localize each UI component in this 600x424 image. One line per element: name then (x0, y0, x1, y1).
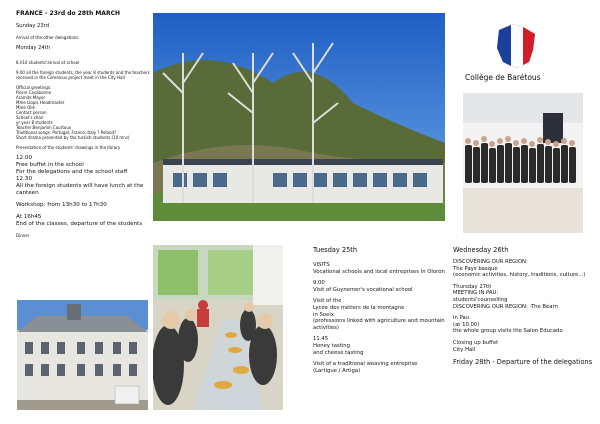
lunch-line: For the delegations and the school staff (16, 169, 128, 175)
thursday-line: students'counselling (453, 296, 508, 303)
france-map-flag-icon (495, 22, 537, 70)
weaving-line: (Lartigue / Artiga) (313, 367, 361, 374)
greetings-line: Pierre Casabonne (16, 90, 52, 95)
greetings-line: Aramits Mayor (16, 95, 46, 100)
pau-line: (at 10.00) (453, 321, 480, 328)
discovering-line: DISCOVERING OUR REGION: (453, 259, 528, 265)
thursday-line: MEETING IN PAU: (453, 290, 499, 297)
workshop-text: Workshop: from 13h30 to 17h30 (16, 202, 107, 208)
weaving-line: Visit of a traditional weaving entreprise (313, 361, 418, 368)
greetings-line: Contact person (16, 110, 47, 115)
pau-line: the whole group visits the Salon Educado (453, 328, 563, 335)
guynemer-line: 9.00 (313, 280, 325, 287)
discovering-line: (economic activities, history, traditions, culture...) (453, 272, 586, 279)
wednesday-friday-programme (453, 246, 593, 366)
school-building-photo (153, 13, 445, 221)
honey-line: Honey tasting (313, 342, 351, 349)
greetings-line: Traditional songs: Portugal, France, Italy ? Poland? (16, 130, 117, 135)
tuesday-programme (313, 246, 453, 374)
lycee-line: Lycée des métiers de la montagne (313, 304, 405, 311)
guynemer-line: Visit of Guynemer's vocational school (313, 286, 413, 293)
group-photo (463, 93, 583, 233)
sunday-heading: Sunday 23rd (16, 23, 49, 29)
honey-line: 11.45 (313, 336, 329, 343)
visits-line: VISITS (313, 262, 330, 268)
greetings-line: Mme Llopis Headmaster (16, 100, 65, 105)
friday-heading: Friday 28th - Departure of the delegations (453, 358, 593, 367)
students-lunch-photo (153, 245, 283, 410)
pau-line: In Pau (453, 315, 470, 322)
greetings-line: School's choir (16, 115, 44, 120)
dinner-text: Dinner (16, 233, 30, 238)
arrival-text: Arrival of the other delegations (16, 35, 79, 40)
presentation-text: Presentation of the students' drawings in the library (16, 145, 121, 150)
school-name: Collège de Barétous (465, 73, 541, 82)
cityhall-meet-text: 9.00 all the foreign students, the year 8 students and the teachers received in the Comenius project meet in the City Hall (16, 70, 150, 80)
greetings-line: Official greetings: (16, 85, 52, 90)
visits-line: Vocational schools and local entreprises in Oloron (313, 268, 445, 275)
lunch-line: All the foreign students will have lunch at the canteen (16, 183, 144, 196)
thursday-line: Thursday 27th (453, 283, 492, 290)
greetings-line: yr year 8 students (16, 120, 53, 125)
end-line: End of the classes, departure of the students (16, 221, 143, 227)
honey-line: and cheese tasting (313, 349, 364, 356)
tuesday-heading: Tuesday 25th (313, 246, 358, 254)
lycee-line: (professions linked with agriculture and mountain activities) (313, 318, 445, 331)
end-line: At 16h45 (16, 214, 42, 220)
closing-line: City Hall (453, 346, 476, 353)
lunch-line: 12.30 (16, 176, 33, 182)
greetings-line: Short drama presented by the turkish students (10 mns) (16, 135, 130, 140)
thursday-line: DISCOVERING OUR REGION: -The Béarn (453, 303, 558, 310)
lunch-line: 12.00 (16, 155, 33, 161)
arrival-time-text: 8.h10 students'arrival at school (16, 60, 80, 65)
monday-heading: Monday 24th (16, 45, 51, 51)
greetings-line: Teacher:Benjamin Courtoux (16, 125, 72, 130)
greetings-line: Mme Olié (16, 105, 35, 110)
trip-title: FRANCE - 23rd do 28th MARCH (16, 10, 120, 17)
wednesday-heading: Wednesday 26th (453, 246, 509, 254)
discovering-line: The Pays basque (453, 265, 498, 272)
lycee-line: Visit of the (313, 298, 342, 305)
city-hall-photo (17, 300, 148, 410)
monday-programme (16, 10, 154, 238)
closing-line: Closing up buffet (453, 339, 499, 346)
lycee-line: in Soeix (313, 311, 334, 318)
lunch-line: Free buffet in the school (16, 162, 84, 168)
